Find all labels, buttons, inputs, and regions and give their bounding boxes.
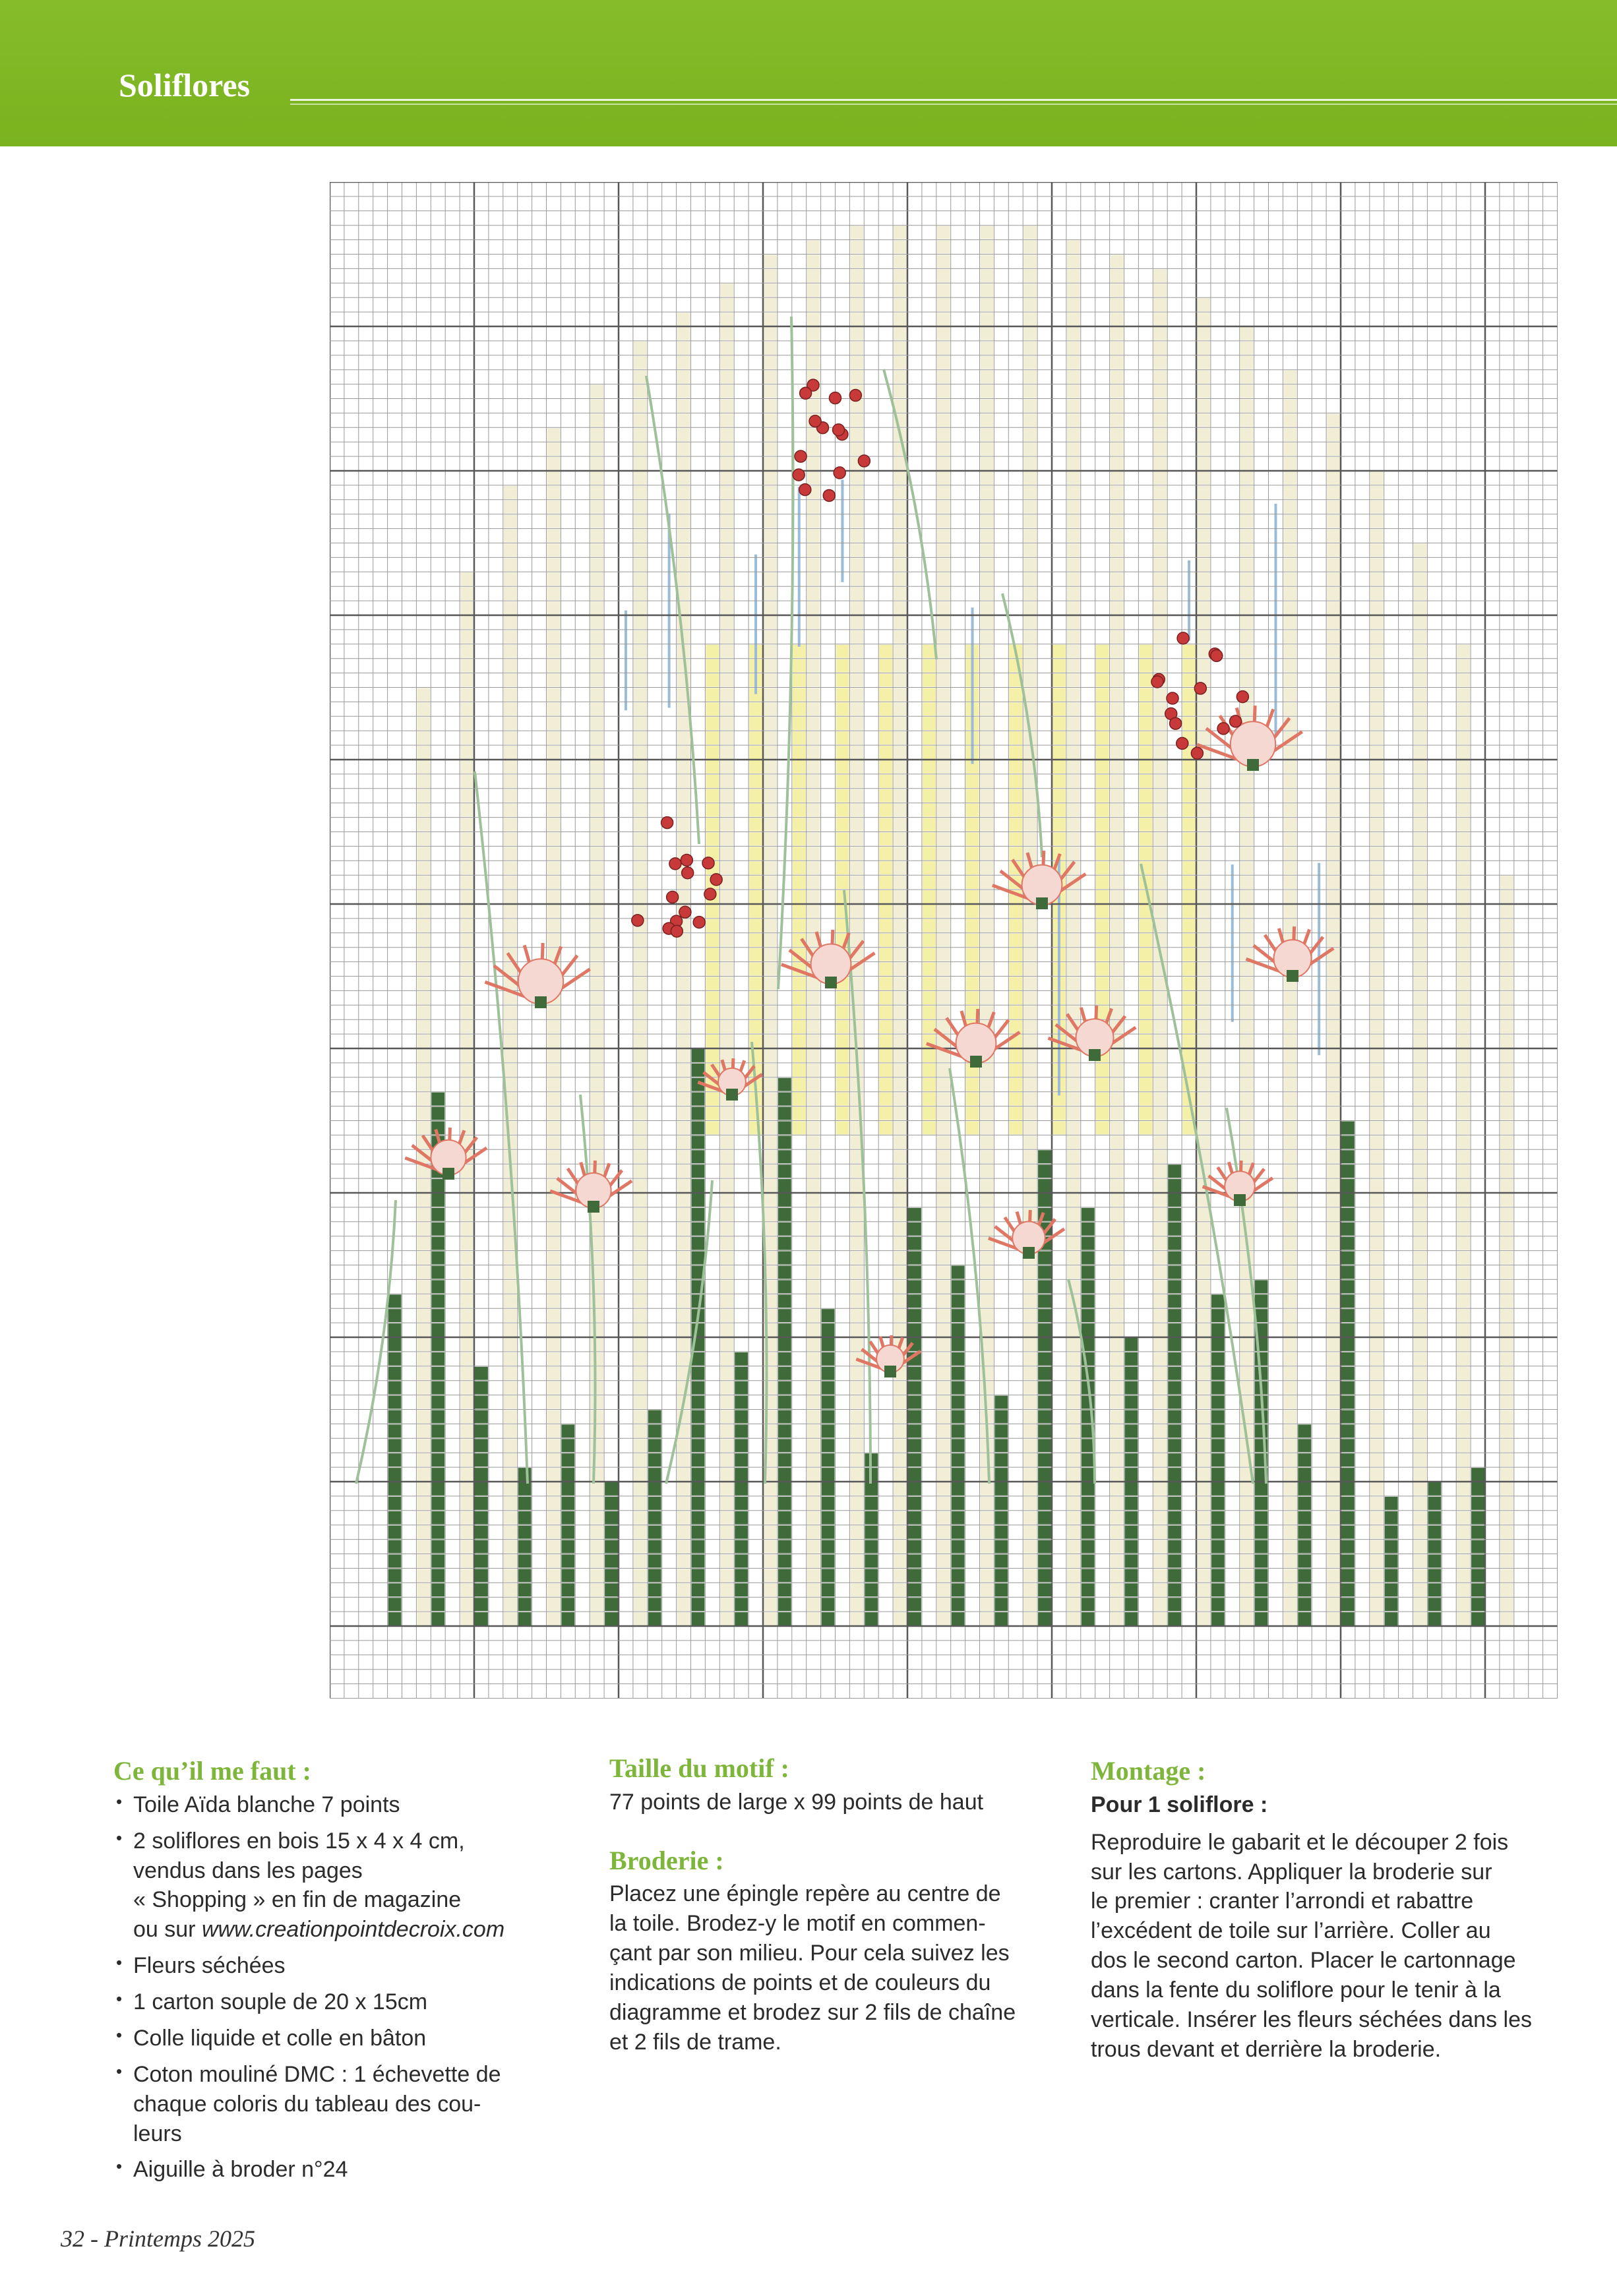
berry-stitch [1167,692,1178,704]
flower-base [1089,1049,1101,1061]
berry-stitch [799,484,811,496]
materials-item: • 1 carton souple de 20 x 15cm [113,1987,522,2017]
materials-item: • Aiguille à broder n°24 [113,2155,522,2185]
embroidery-heading: Broderie : [609,1845,724,1875]
issue-label: Printemps 2025 [104,2225,255,2252]
materials-column [113,1754,522,2191]
flower-base [1247,759,1259,771]
berry-stitch [1191,747,1203,759]
materials-list [113,1790,522,2185]
materials-item: • 2 soliflores en bois 15 x 4 x 4 cm, vendus dans les pages « Shopping » en fin de magazine ou sur www.creationpointdecroix.com [113,1827,522,1945]
berry-stitch [704,888,716,900]
size-text: 77 points de large x 99 points de haut [609,1789,984,1815]
header-banner [0,0,1617,146]
berry-stitch [661,817,673,829]
berry-stitch [710,874,722,886]
cross-stitch-chart [330,182,1570,1699]
flower-base [1234,1194,1246,1206]
page-number: 32 - [61,2225,104,2252]
berry-stitch [1211,650,1223,661]
berry-stitch [632,915,644,926]
berry-stitch [795,450,807,462]
assembly-subheading: Pour 1 soliflore : [1091,1792,1268,1817]
berry-stitch [671,925,683,937]
berry-stitch [1170,717,1182,729]
berry-stitch [1194,682,1206,694]
flower-base [442,1168,454,1180]
berry-stitch [829,392,841,404]
embroidery-text: Placez une épingle repère au centre de la toile. Brodez-y le motif en commen- çant par son milieu. Pour cela suivez les indications de points et de couleurs du diagramme et brodez sur 2 fils de chaîne et 2 fils de trame. [609,1881,1016,2055]
berry-stitch [1230,715,1242,727]
berry-stitch [1151,676,1163,688]
berry-stitch [681,854,692,866]
berry-stitch [823,489,835,501]
assembly-text: Reproduire le gabarit et le découper 2 fois sur les cartons. Appliquer la broderie sur le premier : cranter l’arrondi et rabattre l’excédent de toile sur l’arrière. Coller au dos le second carton. Placer le cartonnage dans la fente du soliflore pour le tenir à la verticale. Insérer les fleurs séchées dans les trous devant et derrière la broderie. [1091,1829,1532,2062]
berry-stitch [809,415,821,427]
berry-stitch [679,906,691,918]
flower-base [588,1201,599,1213]
page-footer [61,2225,255,2252]
materials-heading: Ce qu’il me faut : [113,1756,311,1786]
berry-stitch [702,857,714,869]
size-heading: Taille du motif : [609,1753,789,1783]
berry-stitch [1176,737,1188,749]
flower-base [1023,1247,1035,1259]
berry-stitch [1217,723,1229,735]
title-rule [290,99,1617,105]
berry-stitch [682,867,694,879]
flower-base [1036,897,1048,909]
shop-link[interactable]: www.creationpointdecroix.com [201,1917,505,1943]
size-column [609,1751,1071,2057]
berry-stitch [669,858,681,870]
berry-stitch [693,917,705,928]
materials-item: • Colle liquide et colle en bâton [113,2024,522,2053]
flower-base [970,1056,982,1068]
berry-stitch [667,891,679,903]
flower-base [1287,970,1298,982]
flower-base [884,1366,896,1377]
materials-item: • Toile Aïda blanche 7 points [113,1790,522,1820]
flower-base [825,977,837,988]
berry-stitch [833,424,845,436]
flower-base [535,996,547,1008]
berry-stitch [1177,632,1189,644]
berry-stitch [858,455,870,467]
berry-stitch [800,387,812,399]
section-title: Soliflores [119,67,251,104]
materials-item: • Fleurs séchées [113,1951,522,1981]
berry-stitch [834,467,845,479]
assembly-heading: Montage : [1091,1756,1206,1786]
flower-base [726,1089,738,1101]
berry-stitch [1236,691,1248,703]
berry-stitch [793,469,805,481]
berry-stitch [849,390,861,402]
assembly-column [1091,1754,1552,2065]
materials-item: • Coton mouliné DMC : 1 échevette de chaque coloris du tableau des cou- leurs [113,2060,522,2149]
